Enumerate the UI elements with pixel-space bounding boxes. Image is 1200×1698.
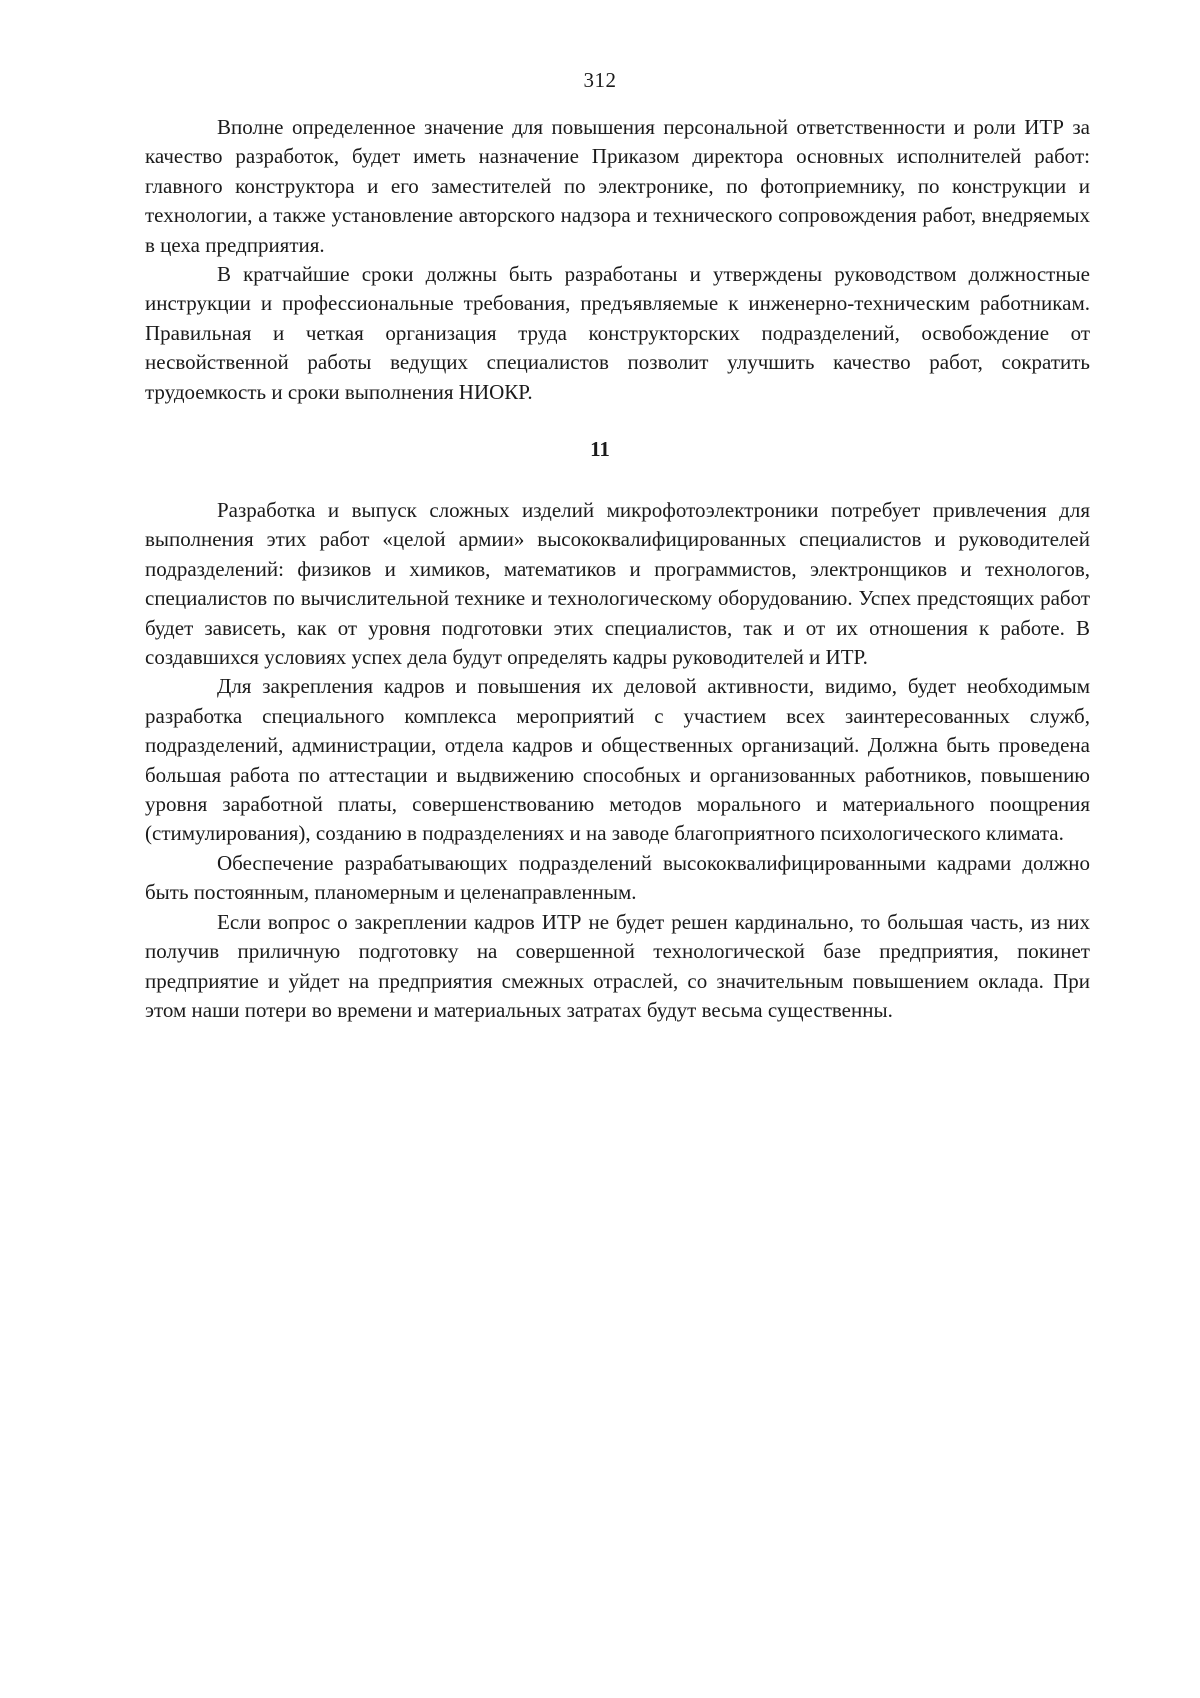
- text-block-section-11: [145, 496, 1090, 1025]
- paragraph: Для закрепления кадров и повышения их деловой активности, видимо, будет необходимым разработка специального комплекса мероприятий с участием всех заинтересованных служб, подразделений, администрации, отдела кадров и общественных организаций. Должна быть проведена большая работа по аттестации и выдвижению способных и организованных работников, повышению уровня заработной платы, совершенствованию методов морального и материального поощрения (стимулирования), созданию в подразделениях и на заводе благоприятного психологического климата.: [145, 674, 1090, 846]
- paragraph: Обеспечение разрабатывающих подразделений высококвалифицированными кадрами должно быть постоянным, планомерным и целенаправленным.: [145, 850, 1090, 905]
- section-number: 11: [590, 437, 610, 461]
- page-number: 312: [583, 68, 617, 92]
- paragraph: Разработка и выпуск сложных изделий микрофотоэлектроники потребует привлечения для выполнения этих работ «целой армии» высококвалифицированных специалистов и руководителей подразделений: физиков и химиков, математиков и программистов, электронщиков и технологов, специалистов по вычислительной технике и технологическому оборудованию. Успех предстоящих работ будет зависеть, как от уровня подготовки этих специалистов, так и от их отношения к работе. В создавшихся условиях успех дела будут определять кадры руководителей и ИТР.: [145, 498, 1090, 670]
- paragraph: Если вопрос о закреплении кадров ИТР не будет решен кардинально, то большая часть, из них получив приличную подготовку на совершенной технологической базе предприятия, покинет предприятие и уйдет на предприятия смежных отраслей, со значительным повышением оклада. При этом наши потери во времени и материальных затратах будут весьма существенны.: [145, 909, 1090, 1022]
- text-block-before-section: [145, 113, 1090, 407]
- paragraph: В кратчайшие сроки должны быть разработаны и утверждены руководством должностные инструкции и профессиональные требования, предъявляемые к инженерно-техническим работникам. Правильная и четкая организация труда конструкторских подразделений, освобождение от несвойственной работы ведущих специалистов позволит улучшить качество работ, сократить трудоемкость и сроки выполнения НИОКР.: [145, 262, 1090, 404]
- paragraph: Вполне определенное значение для повышения персональной ответственности и роли ИТР за качество разработок, будет иметь назначение Приказом директора основных исполнителей работ: главного конструктора и его заместителей по электронике, по фотоприемнику, по конструкции и технологии, а также установление авторского надзора и технического сопровождения работ, внедряемых в цеха предприятия.: [145, 115, 1090, 257]
